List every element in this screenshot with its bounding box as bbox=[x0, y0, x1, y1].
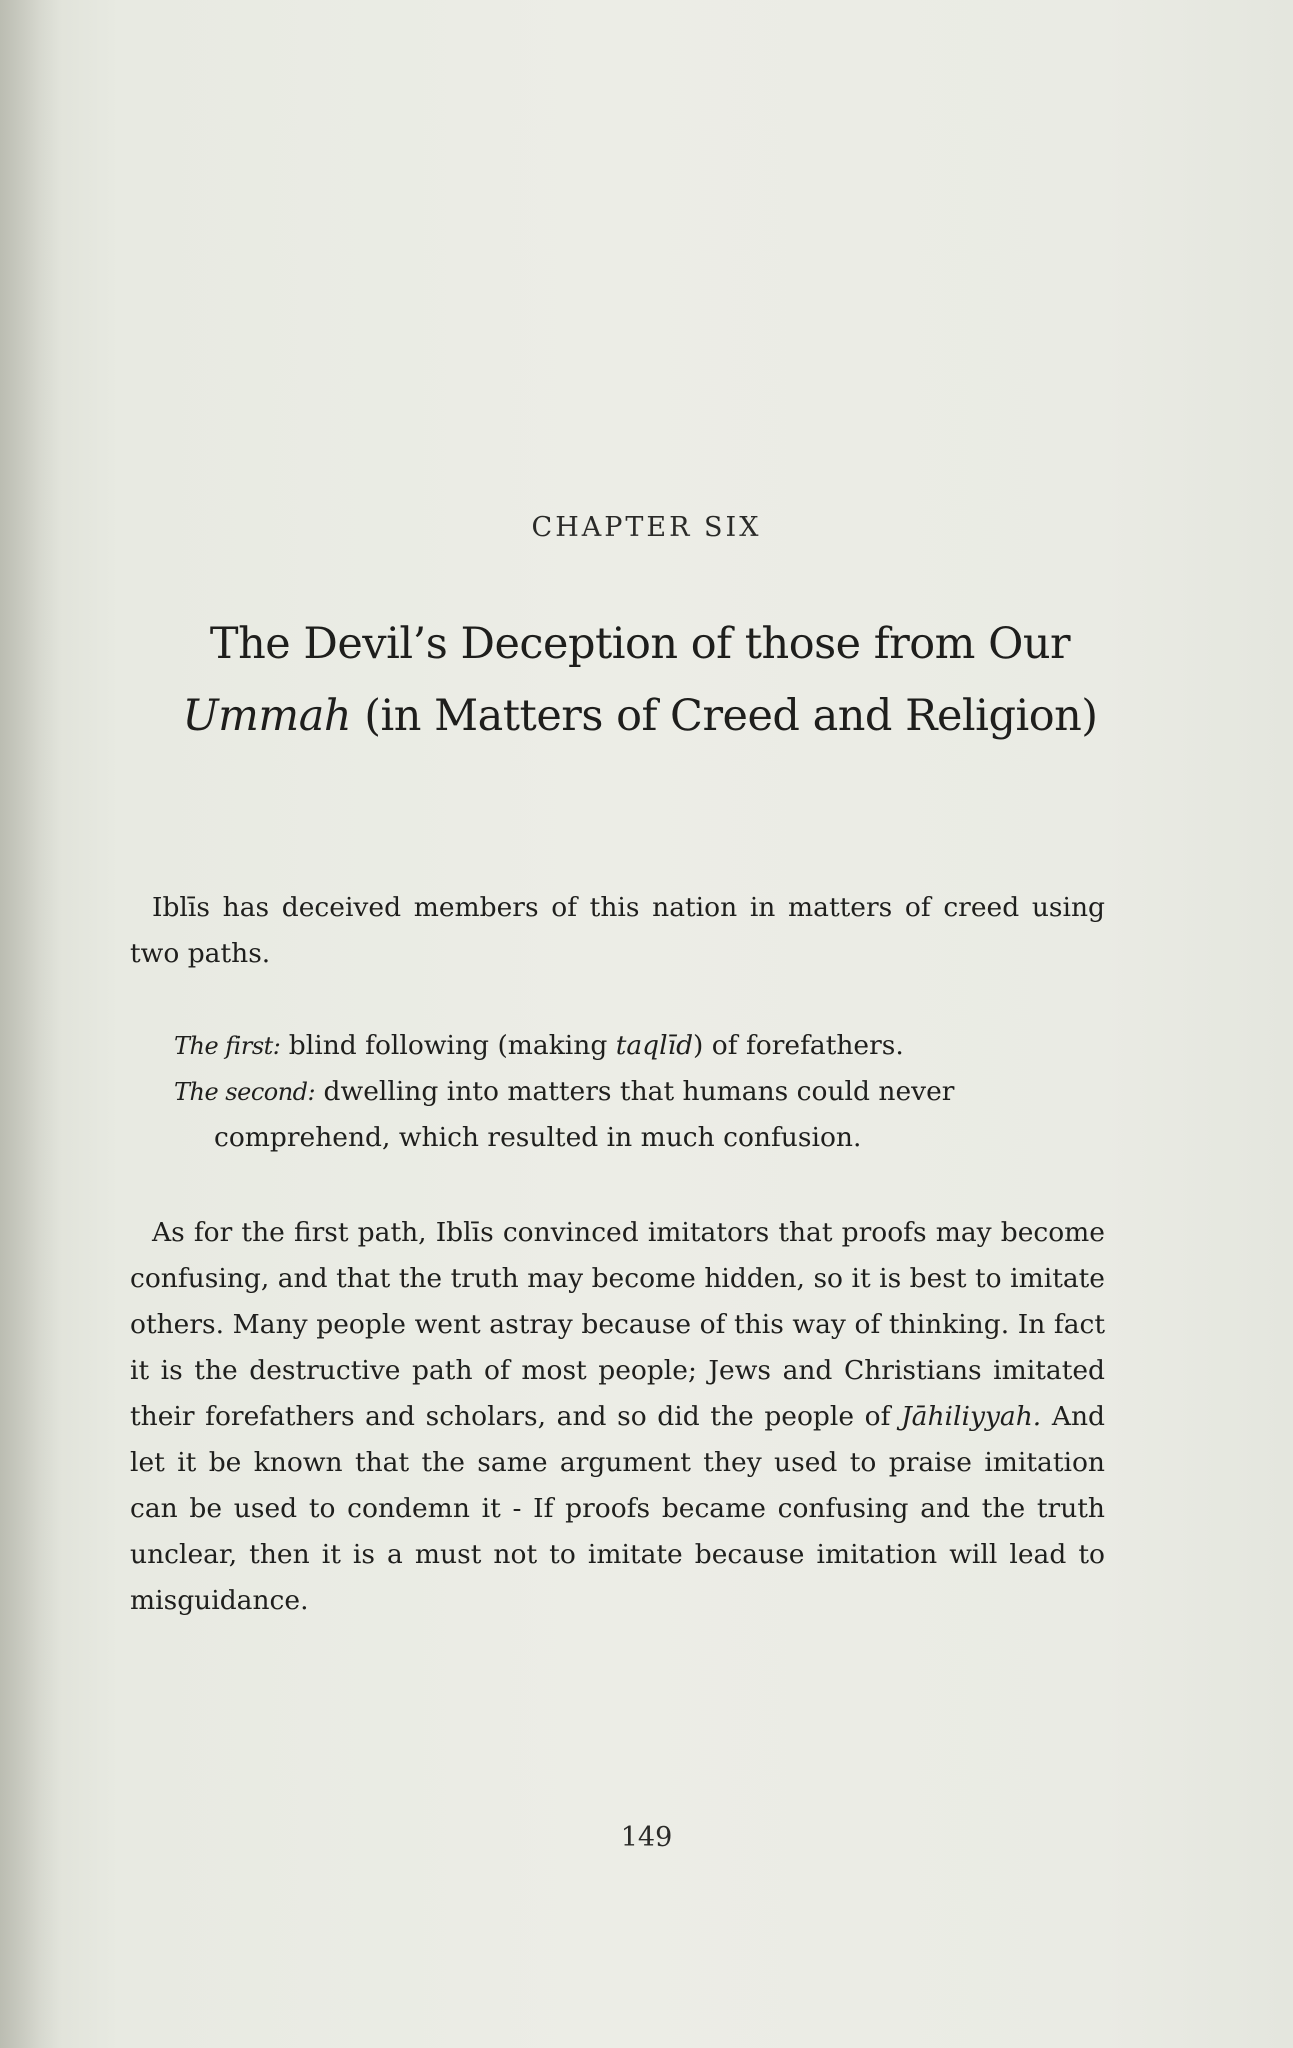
path-label-second: The second: bbox=[174, 1078, 316, 1106]
path-text-first-after: ) of forefathers. bbox=[693, 1030, 904, 1061]
first-path-paragraph bbox=[130, 1210, 1105, 1624]
chapter-title-line-1: The Devil’s Deception of those from Our bbox=[209, 619, 1071, 669]
path-item-first bbox=[174, 1023, 1105, 1069]
first-path-text-before: As for the first path, Iblīs convinced imitators that proofs may become confusing, and that the truth may become hidden, so it is best to imitate others. Many people went astray because of this way of thinking. In fact it is the destructive path of most people; Jews and Christians imitated their forefathers and scholars, and so did the people of bbox=[130, 1217, 1105, 1432]
path-text-first-em: taqlīd bbox=[615, 1030, 694, 1061]
chapter-title-line-2-rest: (in Matters of Creed and Religion) bbox=[351, 691, 1098, 741]
chapter-title bbox=[140, 608, 1140, 752]
path-label-first: The first: bbox=[174, 1032, 281, 1060]
first-path-jahiliyyah: Jāhiliyyah. bbox=[901, 1401, 1042, 1432]
intro-paragraph: Iblīs has deceived members of this nation in matters of creed using two paths. bbox=[130, 892, 1105, 969]
path-item-second bbox=[174, 1069, 1105, 1161]
paths-list bbox=[130, 1023, 1105, 1161]
path-text-first-before: blind following (making bbox=[280, 1030, 616, 1061]
page-number: 149 bbox=[620, 1822, 673, 1853]
spine-shadow bbox=[0, 0, 60, 2048]
chapter-title-ummah: Ummah bbox=[182, 691, 352, 741]
chapter-title-line-2 bbox=[140, 680, 1140, 752]
chapter-label: CHAPTER SIX bbox=[531, 512, 762, 543]
first-path-text-after: And let it be known that the same argument they used to praise imitation can be used to condemn it - If proofs became confusing and the truth unclear, then it is a must not to imitate because imitation will lead to misguidance. bbox=[130, 1401, 1106, 1616]
path-text-second: dwelling into matters that humans could never comprehend, which resulted in much confusion. bbox=[214, 1076, 955, 1153]
